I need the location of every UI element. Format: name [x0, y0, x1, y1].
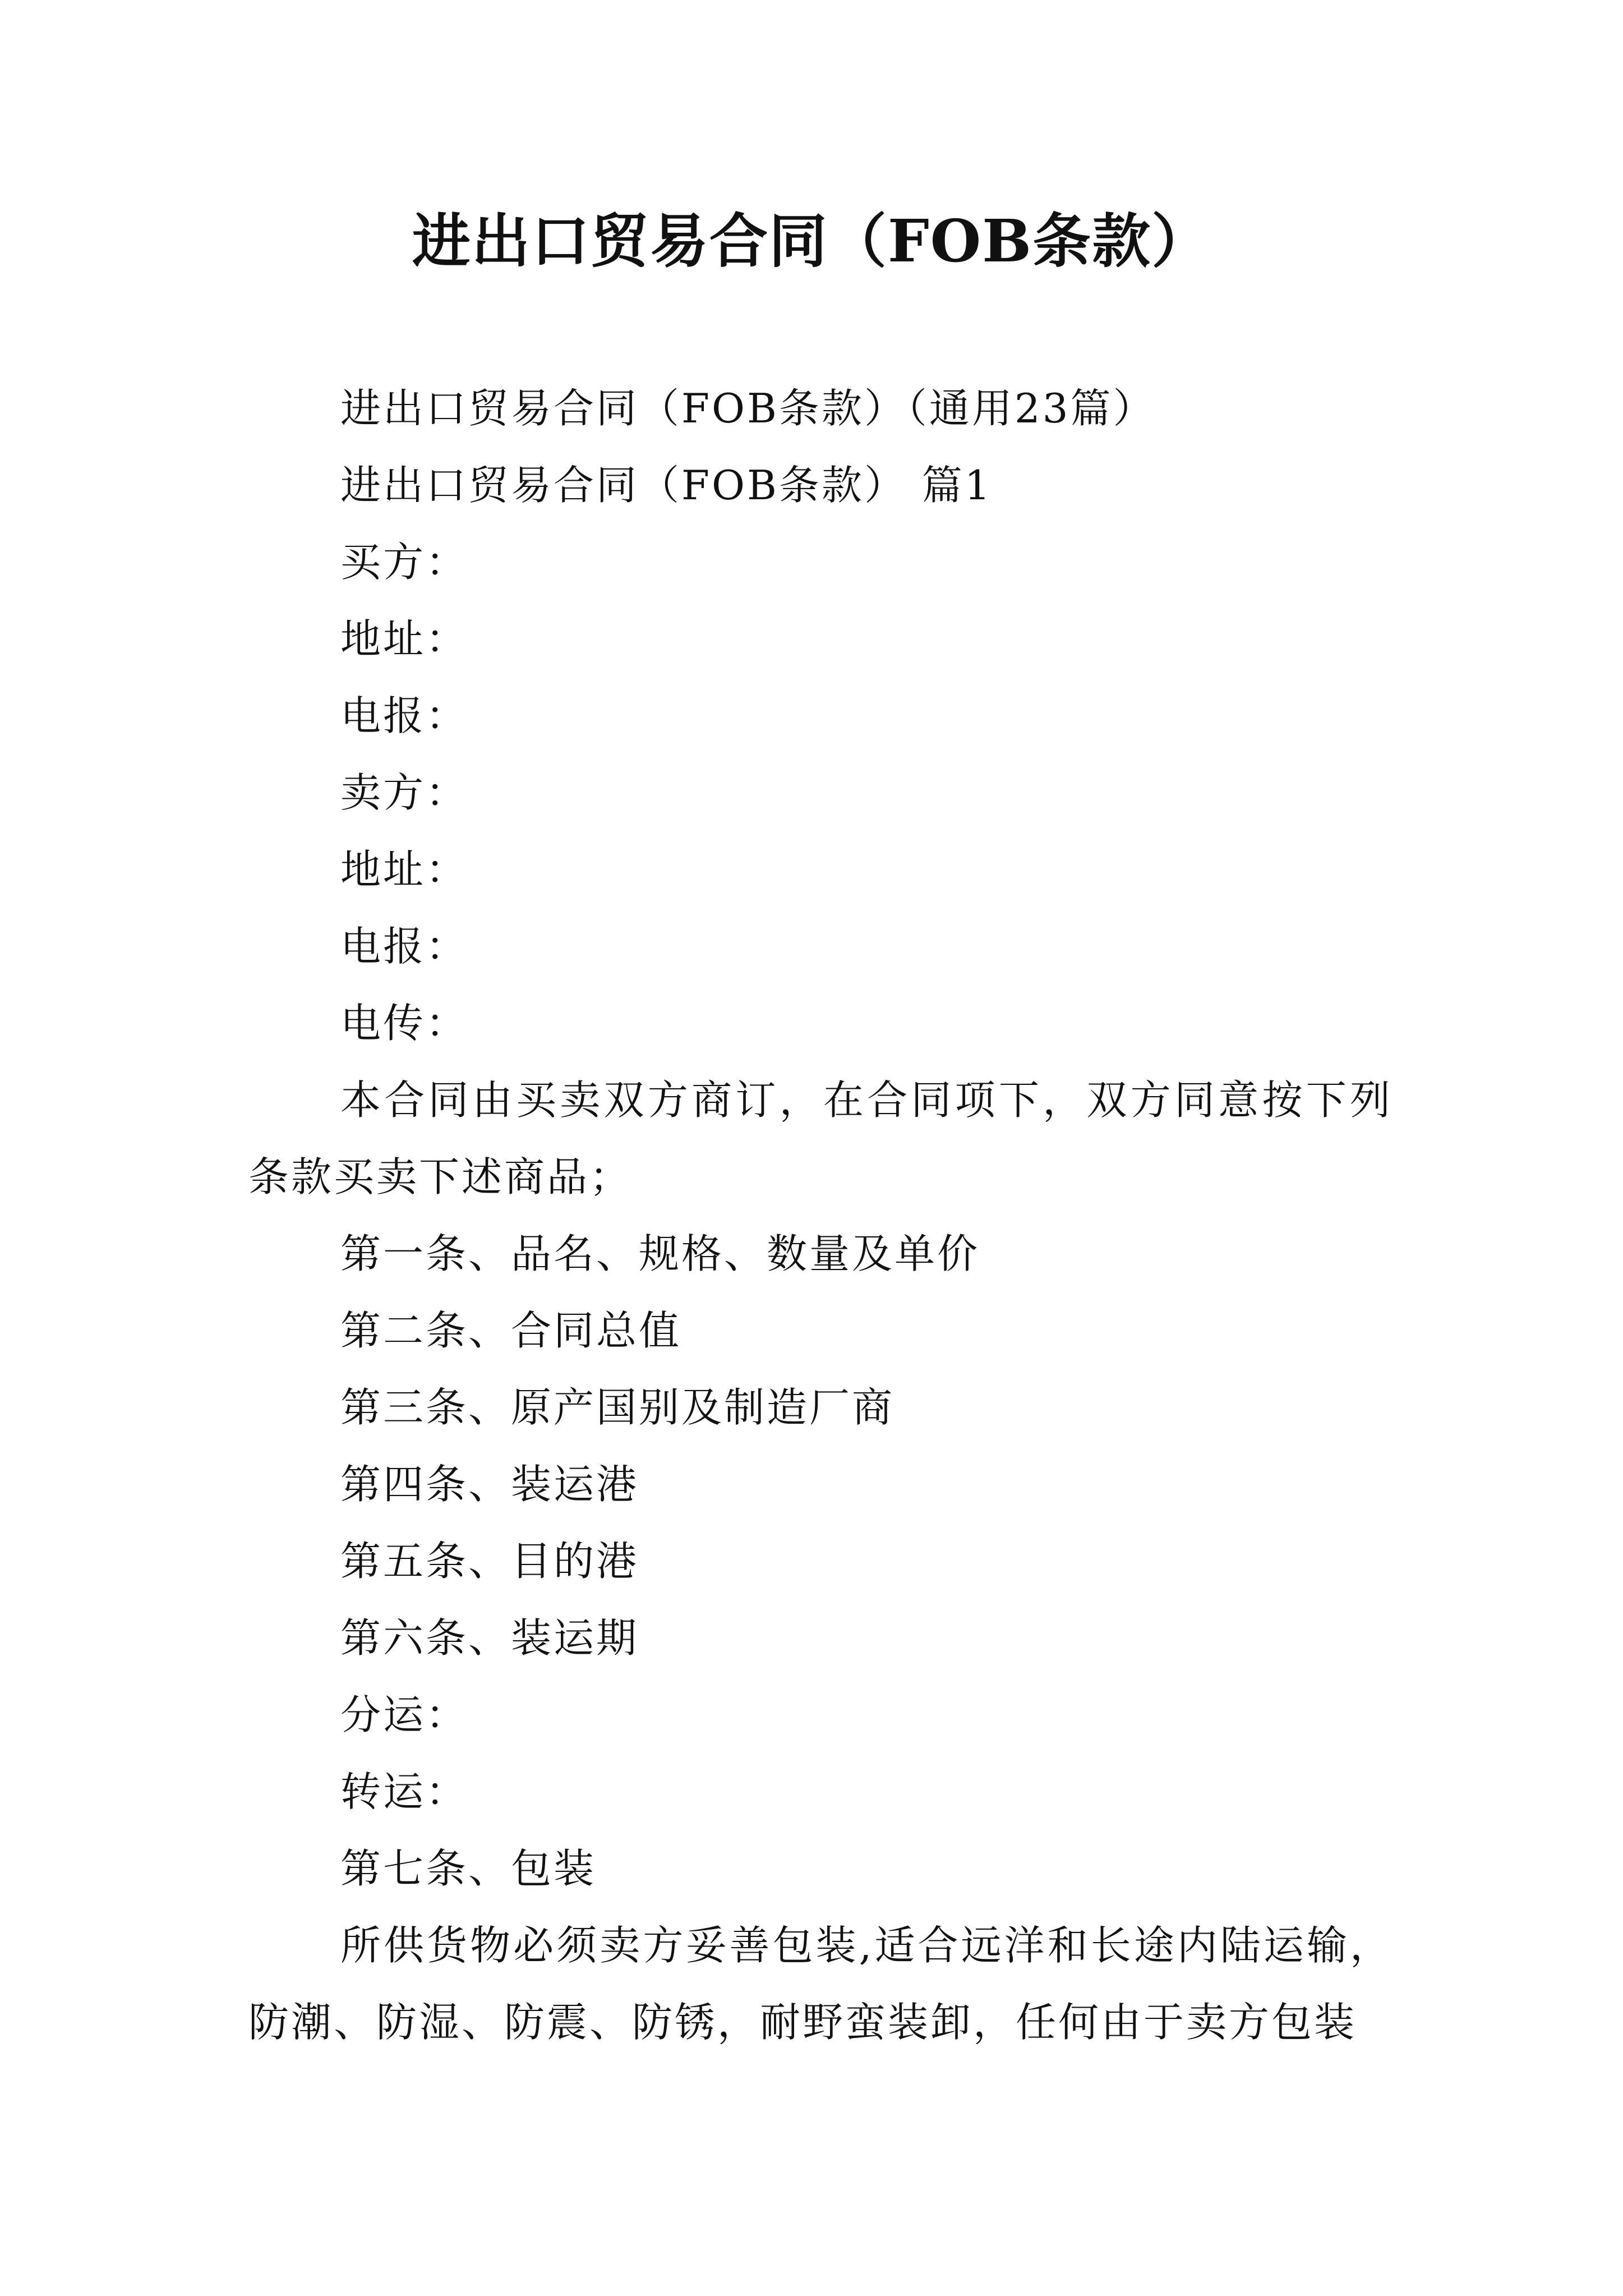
document-body	[248, 370, 1393, 2061]
article-item: 第五条、目的港	[340, 1538, 639, 1585]
intro-paragraph: 本合同由买卖双方商订，在合同项下，双方同意按下列条款买卖下述商品；	[248, 1076, 1393, 1200]
seller-telex-field: 电传：	[340, 1000, 469, 1047]
document-title: 进出口贸易合同（FOB条款）	[412, 206, 1211, 275]
article-item: 第四条、装运港	[340, 1461, 639, 1508]
transshipment-field: 转运：	[340, 1768, 469, 1815]
article-item: 第七条、包装	[340, 1845, 597, 1892]
article-item: 第一条、品名、规格、数量及单价	[340, 1230, 980, 1277]
buyer-address-field: 地址：	[340, 615, 469, 662]
buyer-telegram-field: 电报：	[340, 692, 469, 739]
article-item: 第二条、合同总值	[340, 1307, 682, 1354]
seller-telegram-field: 电报：	[340, 923, 469, 970]
article-item: 第三条、原产国别及制造厂商	[340, 1384, 895, 1431]
seller-address-field: 地址：	[340, 846, 469, 893]
buyer-field: 买方：	[340, 539, 469, 586]
subtitle-line: 进出口贸易合同（FOB条款）（通用23篇）	[340, 385, 1156, 432]
section-heading: 进出口贸易合同（FOB条款） 篇1	[340, 462, 993, 509]
article-item: 第六条、装运期	[340, 1614, 639, 1662]
seller-field: 卖方：	[340, 769, 469, 816]
packaging-paragraph: 所供货物必须卖方妥善包装,适合远洋和长途内陆运输，防潮、防湿、防震、防锈，耐野蛮装卸，任何由于卖方包装	[248, 1922, 1393, 2046]
partial-shipment-field: 分运：	[340, 1691, 469, 1738]
